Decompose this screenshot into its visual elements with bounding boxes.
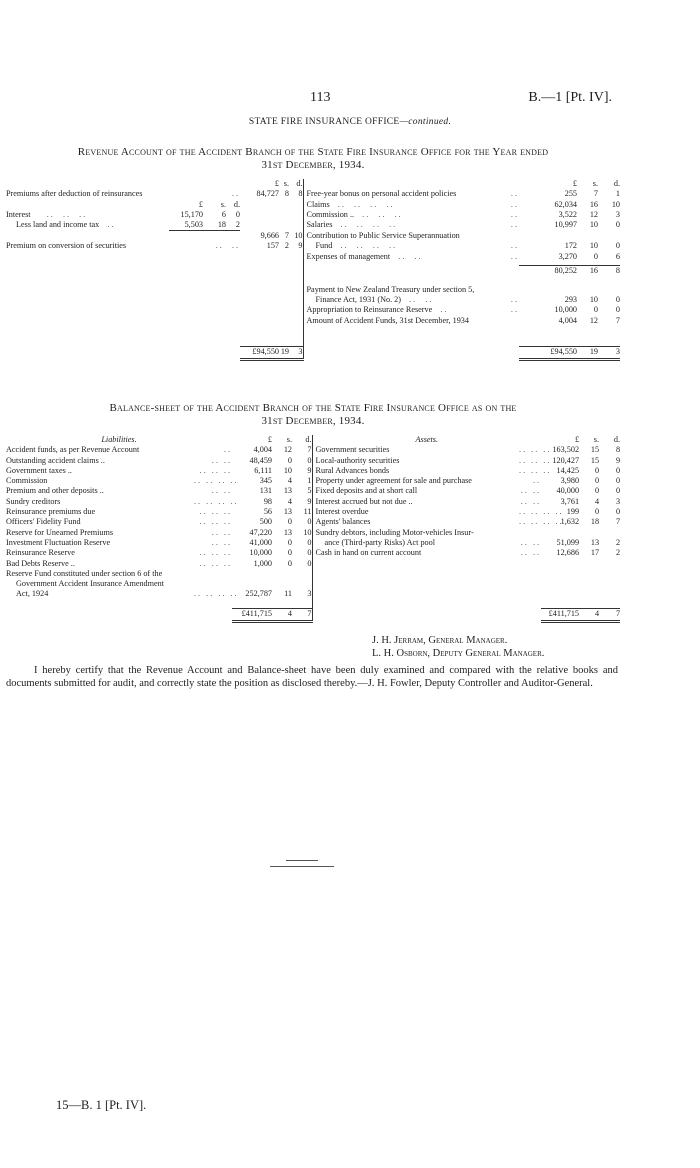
payment-label-line1: Payment to New Zealand Treasury under section 5, xyxy=(303,285,519,295)
balance-row xyxy=(6,445,620,455)
expenses-label-text: Expenses of management xyxy=(306,251,391,261)
asset-shillings: 18 xyxy=(590,517,600,527)
sundry-shillings: 13 xyxy=(590,537,600,547)
dots-leader: .. .. .. xyxy=(519,455,552,465)
asset-pounds: 40,000 xyxy=(556,486,580,496)
revenue-left-total-shillings: 19 xyxy=(279,347,289,359)
balance-row xyxy=(6,528,620,538)
claims-pence: 10 xyxy=(611,199,620,209)
parliamentary-reference: B.—1 [Pt. IV]. xyxy=(528,90,612,105)
balance-heading-row xyxy=(6,435,620,445)
dots-leader: .. xyxy=(510,220,519,230)
asset-label: Local-authority securities xyxy=(312,456,519,466)
asset-pence: 3 xyxy=(615,496,621,506)
liability-pounds: 47,220 xyxy=(249,527,273,537)
contribution-label-line1: Contribution to Public Service Superannuation xyxy=(303,231,519,241)
claims-pounds: 62,034 xyxy=(554,199,577,209)
tax-shillings: 18 xyxy=(217,220,226,230)
dots-leader: .. .. .. .. xyxy=(194,589,239,599)
liability-label: Accident funds, as per Revenue Account xyxy=(6,445,140,455)
conversion-label: Premium on conversion of securities xyxy=(6,241,127,251)
dots-leader: .. xyxy=(223,445,233,455)
dots-leader: .. xyxy=(432,305,449,315)
liability-label: Commission xyxy=(6,476,48,486)
revenue-row xyxy=(6,326,620,347)
revenue-row xyxy=(6,210,620,220)
liability-pounds: 131 xyxy=(259,486,273,496)
liability-pence: 0 xyxy=(307,548,312,558)
balance-title xyxy=(6,402,620,428)
premiums-pounds: 84,727 xyxy=(256,189,279,199)
asset-shillings: 0 xyxy=(594,507,600,517)
liability-shillings: 12 xyxy=(283,445,293,455)
revenue-total-row xyxy=(6,347,620,359)
reserve-fund-label-line3: Act, 1924 xyxy=(16,589,49,599)
liability-pounds: 10,000 xyxy=(249,548,273,558)
interest-pence-header: d. xyxy=(233,199,240,209)
tax-pounds: 5,503 xyxy=(184,220,203,230)
dots-leader: .. xyxy=(510,305,519,315)
sundry-pence: 2 xyxy=(615,537,621,547)
subtotal-pounds: 80,252 xyxy=(519,266,577,277)
dots-leader: .. .. .. xyxy=(30,209,88,219)
balance-total-row xyxy=(6,609,620,621)
asset-label: Rural Advances bonds xyxy=(312,466,519,476)
liability-shillings: 0 xyxy=(287,517,293,527)
reserve-fund-pounds: 252,787 xyxy=(245,589,273,599)
dots-leader: .. xyxy=(532,476,542,486)
liabilities-heading: Liabilities. xyxy=(101,435,137,444)
liabilities-total-pounds: £411,715 xyxy=(232,609,272,621)
sundry-pounds: 51,099 xyxy=(556,537,580,547)
dots-leader: .. .. xyxy=(520,486,542,496)
appropriation-label-text: Appropriation to Reinsurance Reserve xyxy=(306,305,433,315)
dots-leader: .. .. .. .. xyxy=(519,507,564,517)
cash-pence: 2 xyxy=(615,548,621,558)
liability-pounds: 500 xyxy=(259,517,273,527)
bs-right-pence-header: d. xyxy=(613,435,621,444)
dots-leader: .. .. xyxy=(520,537,542,547)
liability-shillings: 10 xyxy=(283,465,293,475)
commission-pounds: 3,522 xyxy=(558,209,577,219)
free-year-pence: 1 xyxy=(615,189,620,199)
page-number: 113 xyxy=(310,90,331,105)
free-year-shillings: 7 xyxy=(593,189,598,199)
balance-row xyxy=(6,559,620,569)
asset-pounds: 163,502 xyxy=(552,445,580,455)
liability-label: Reinsurance premiums due xyxy=(6,507,96,517)
claims-shillings: 16 xyxy=(589,199,598,209)
asset-pence: 7 xyxy=(615,517,621,527)
rev-right-pound-header: £ xyxy=(572,179,577,188)
balance-row xyxy=(6,486,620,496)
liability-shillings: 13 xyxy=(283,507,293,517)
interest-label xyxy=(6,210,169,220)
net-interest-pence: 10 xyxy=(294,230,303,240)
bs-right-pound-header: £ xyxy=(574,435,580,444)
page-footer: 15—B. 1 [Pt. IV]. xyxy=(56,1098,147,1112)
asset-pounds: 3,761 xyxy=(560,496,580,506)
asset-pounds: 3,980 xyxy=(560,476,580,486)
dots-leader: .. .. .. xyxy=(199,548,233,558)
balance-row xyxy=(6,600,620,609)
commission-label-text: Commission .. xyxy=(306,209,355,219)
bs-left-pence-header: d. xyxy=(305,435,312,444)
liability-shillings: 0 xyxy=(287,558,293,568)
liability-pounds: 345 xyxy=(259,476,273,486)
revenue-row xyxy=(6,285,620,295)
liability-pounds: 4,004 xyxy=(253,445,273,455)
payment-pence: 0 xyxy=(615,294,620,304)
assets-total-pounds: £411,715 xyxy=(541,609,579,621)
contribution-pounds: 172 xyxy=(564,241,577,251)
premiums-label: Premiums after deduction of reinsurances xyxy=(6,189,143,199)
dots-leader: .. .. xyxy=(211,527,233,537)
revenue-row xyxy=(6,241,620,251)
dots-leader: .. .. .. xyxy=(519,445,552,455)
appropriation-pounds: 10,000 xyxy=(554,305,577,315)
dots-leader: .. .. .. .. xyxy=(332,241,398,251)
dots-leader: .. .. .. .. xyxy=(332,220,398,230)
balance-row xyxy=(6,466,620,476)
dots-leader: .. xyxy=(510,209,519,219)
conversion-shillings: 2 xyxy=(284,241,289,251)
balance-row xyxy=(6,548,620,558)
payment-shillings: 10 xyxy=(589,294,598,304)
balance-row xyxy=(6,476,620,486)
subtotal-shillings: 16 xyxy=(577,266,598,277)
revenue-row xyxy=(6,316,620,326)
liability-pounds: 56 xyxy=(263,507,273,517)
claims-label-text: Claims xyxy=(306,199,330,209)
liability-pence: 0 xyxy=(307,537,312,547)
free-year-label: Free-year bonus on personal accident policies xyxy=(303,189,498,199)
revenue-title-line1: Revenue Account of the Accident Branch of the State Fire Insurance Office for the Year ended xyxy=(77,146,549,158)
expenses-pounds: 3,270 xyxy=(558,251,577,261)
cash-label: Cash in hand on current account xyxy=(312,548,519,558)
liability-label: Sundry creditors xyxy=(6,496,61,506)
interest-pence: 0 xyxy=(235,209,240,219)
liability-label: Premium and other deposits .. xyxy=(6,486,104,496)
salaries-shillings: 10 xyxy=(589,220,598,230)
dots-leader: .. xyxy=(510,189,519,199)
funds-pence: 7 xyxy=(615,315,620,325)
salaries-label xyxy=(303,220,498,231)
running-title-text: STATE FIRE INSURANCE OFFICE xyxy=(248,117,400,127)
balance-row xyxy=(6,497,620,507)
liability-shillings: 0 xyxy=(287,548,293,558)
contribution-pence: 0 xyxy=(615,241,620,251)
funds-shillings: 12 xyxy=(589,315,598,325)
premiums-pence: 8 xyxy=(298,189,303,199)
asset-shillings: 0 xyxy=(594,465,600,475)
liability-pounds: 6,111 xyxy=(254,465,273,475)
payment-pounds: 293 xyxy=(564,294,577,304)
balance-row xyxy=(6,538,620,548)
payment-label-line2 xyxy=(303,295,498,305)
commission-label xyxy=(303,210,498,220)
revenue-row xyxy=(6,220,620,231)
liability-label: Bad Debts Reserve .. xyxy=(6,558,75,568)
liability-shillings: 13 xyxy=(283,527,293,537)
liabilities-total-pence: 7 xyxy=(292,609,312,621)
asset-pence: 9 xyxy=(615,455,621,465)
asset-pence: 0 xyxy=(615,465,621,475)
liability-label: Reinsurance Reserve xyxy=(6,548,75,558)
expenses-label xyxy=(303,252,498,262)
asset-shillings: 0 xyxy=(594,476,600,486)
section-divider-short xyxy=(286,860,318,861)
liability-label: Outstanding accident claims .. xyxy=(6,455,105,465)
asset-label: Government securities xyxy=(312,445,519,455)
dots-leader: .. .. xyxy=(211,455,233,465)
cash-shillings: 17 xyxy=(590,548,600,558)
dots-leader: .. .. .. .. xyxy=(194,496,239,506)
sundry-label-line1: Sundry debtors, including Motor-vehicles Insur- xyxy=(312,528,541,538)
section-divider-long xyxy=(270,866,334,867)
revenue-row xyxy=(6,295,620,305)
expenses-shillings: 0 xyxy=(593,251,598,261)
asset-label: Interest accrued but not due .. xyxy=(312,497,519,507)
liability-pence: 0 xyxy=(307,517,312,527)
dots-leader: .. xyxy=(99,220,116,230)
liability-pence: 9 xyxy=(307,496,312,506)
asset-shillings: 15 xyxy=(590,455,600,465)
revenue-left-total-pence: 3 xyxy=(289,347,303,359)
liability-pence: 0 xyxy=(307,558,312,568)
dots-leader: .. .. .. xyxy=(199,465,233,475)
liability-pence: 1 xyxy=(307,476,312,486)
dots-leader: .. .. .. .. xyxy=(519,517,564,527)
dots-leader: .. .. .. .. xyxy=(329,199,395,209)
liability-pence: 5 xyxy=(307,486,312,496)
liability-shillings: 4 xyxy=(287,496,293,506)
dots-leader: .. .. xyxy=(215,241,240,251)
liability-label: Officers' Fidelity Fund xyxy=(6,517,81,527)
dots-leader: .. .. xyxy=(401,294,434,304)
assets-heading: Assets. xyxy=(312,435,541,445)
asset-pounds: 199 xyxy=(566,507,580,517)
balance-sheet-table xyxy=(6,435,620,623)
dots-leader: .. .. .. .. xyxy=(194,476,239,486)
dots-leader: .. .. .. xyxy=(199,507,233,517)
revenue-row xyxy=(6,252,620,262)
liabilities-total-shillings: 4 xyxy=(272,609,292,621)
asset-label: Property under agreement for sale and purchase xyxy=(312,476,519,486)
rev-left-shilling-header: s. xyxy=(283,179,289,188)
revenue-right-total-shillings: 19 xyxy=(577,347,598,359)
liability-pounds: 48,459 xyxy=(249,455,273,465)
dots-leader: .. .. xyxy=(520,548,542,558)
asset-pence: 8 xyxy=(615,445,621,455)
liability-pence: 9 xyxy=(307,465,312,475)
revenue-row xyxy=(6,266,620,277)
liability-pounds: 98 xyxy=(263,496,273,506)
asset-pounds: 1,632 xyxy=(560,517,580,527)
revenue-row xyxy=(6,200,620,210)
liability-pence: 10 xyxy=(303,527,312,537)
asset-shillings: 15 xyxy=(590,445,600,455)
dots-leader: .. .. xyxy=(211,537,233,547)
interest-shilling-header: s. xyxy=(220,199,226,209)
dots-leader: .. .. .. xyxy=(199,558,233,568)
reserve-fund-shillings: 11 xyxy=(284,589,293,599)
appropriation-shillings: 0 xyxy=(593,305,598,315)
reserve-fund-label-line2: Government Accident Insurance Amendment xyxy=(16,579,165,589)
revenue-row xyxy=(6,231,620,241)
balance-row xyxy=(6,589,620,599)
balance-row xyxy=(6,579,620,589)
asset-shillings: 0 xyxy=(594,486,600,496)
revenue-title-line2: 31st December, 1934. xyxy=(261,159,365,171)
dots-leader: .. xyxy=(510,199,519,209)
revenue-right-total-pounds: £94,550 xyxy=(519,347,577,359)
contribution-label-line2 xyxy=(303,241,498,251)
liability-shillings: 13 xyxy=(283,486,293,496)
asset-shillings: 4 xyxy=(594,496,600,506)
dots-leader: .. xyxy=(231,189,240,199)
reserve-fund-pence: 3 xyxy=(307,589,312,599)
liability-pounds: 41,000 xyxy=(249,537,273,547)
sundry-label-line2: ance (Third-party Risks) Act pool xyxy=(312,538,519,548)
assets-total-pence: 7 xyxy=(599,609,620,621)
rev-right-pence-header: d. xyxy=(613,179,620,188)
balance-row xyxy=(6,507,620,517)
dots-leader: .. .. .. xyxy=(519,465,552,475)
dots-leader: .. .. xyxy=(390,251,423,261)
bs-left-pound-header: £ xyxy=(267,435,273,444)
asset-pounds: 14,425 xyxy=(556,465,580,475)
premiums-shillings: 8 xyxy=(284,189,289,199)
balance-row xyxy=(6,456,620,466)
liability-shillings: 4 xyxy=(287,476,293,486)
balance-title-line2: 31st December, 1934. xyxy=(261,415,365,427)
assets-total-shillings: 4 xyxy=(579,609,599,621)
appropriation-pence: 0 xyxy=(615,305,620,315)
liability-shillings: 0 xyxy=(287,455,293,465)
appropriation-label xyxy=(303,305,498,315)
commission-pence: 3 xyxy=(615,209,620,219)
net-interest-shillings: 7 xyxy=(284,230,289,240)
balance-row xyxy=(6,517,620,527)
dots-leader: .. xyxy=(510,241,519,251)
revenue-row xyxy=(6,277,620,285)
asset-pence: 0 xyxy=(615,486,621,496)
liability-pounds: 1,000 xyxy=(253,558,273,568)
expenses-pence: 6 xyxy=(615,251,620,261)
dots-leader: .. .. xyxy=(211,486,233,496)
interest-label-text: Interest xyxy=(6,209,31,219)
tax-pence: 2 xyxy=(235,220,240,230)
liability-pence: 11 xyxy=(303,507,312,517)
revenue-currency-row xyxy=(6,179,620,189)
signature-deputy-general-manager: L. H. Osborn, Deputy General Manager. xyxy=(372,648,545,659)
subtotal-pence: 8 xyxy=(598,266,620,277)
payment-label-text: Finance Act, 1931 (No. 2) xyxy=(315,294,401,304)
contribution-label-text: Fund xyxy=(315,241,333,251)
balance-row xyxy=(6,569,620,579)
revenue-row xyxy=(6,189,620,199)
salaries-pounds: 10,997 xyxy=(554,220,577,230)
rev-right-shilling-header: s. xyxy=(592,179,598,188)
revenue-row xyxy=(6,305,620,315)
asset-label: Agents' balances xyxy=(312,517,519,527)
salaries-label-text: Salaries xyxy=(306,220,333,230)
revenue-left-total-pounds: £94,550 xyxy=(240,347,279,359)
rev-left-pence-header: d. xyxy=(296,179,303,188)
liability-label: Government taxes .. xyxy=(6,465,72,475)
funds-pounds: 4,004 xyxy=(558,315,577,325)
interest-shillings: 6 xyxy=(221,209,226,219)
salaries-pence: 0 xyxy=(615,220,620,230)
balance-title-line1: Balance-sheet of the Accident Branch of the State Fire Insurance Office as on the xyxy=(109,402,517,414)
interest-pounds: 15,170 xyxy=(180,209,203,219)
liability-pence: 7 xyxy=(307,445,312,455)
revenue-title xyxy=(6,146,620,172)
tax-label-text: Less land and income tax xyxy=(16,220,100,230)
signature-general-manager: J. H. Jerram, General Manager. xyxy=(372,635,508,646)
reserve-fund-label-line1: Reserve Fund constituted under section 6 of the xyxy=(6,568,163,578)
funds-label: Amount of Accident Funds, 31st December, 1934 xyxy=(303,316,519,326)
interest-pound-header: £ xyxy=(198,199,203,209)
tax-label xyxy=(6,220,169,231)
dots-leader: .. .. .. xyxy=(199,517,233,527)
dots-leader: .. xyxy=(510,251,519,261)
conversion-pounds: 157 xyxy=(266,241,279,251)
claims-label xyxy=(303,200,498,210)
running-title xyxy=(0,117,700,127)
liability-label: Reserve for Unearned Premiums xyxy=(6,527,114,537)
cash-pounds: 12,686 xyxy=(556,548,580,558)
revenue-right-total-pence: 3 xyxy=(598,347,620,359)
liability-label: Investment Fluctuation Reserve xyxy=(6,537,111,547)
commission-shillings: 12 xyxy=(589,209,598,219)
asset-pence: 0 xyxy=(615,476,621,486)
contribution-shillings: 10 xyxy=(589,241,598,251)
signatures xyxy=(372,634,544,660)
asset-label: Fixed deposits and at short call xyxy=(312,486,519,496)
bs-left-shilling-header: s. xyxy=(286,435,293,444)
revenue-account-table xyxy=(6,179,620,361)
net-interest-pounds: 9,666 xyxy=(260,230,279,240)
free-year-pounds: 255 xyxy=(564,189,577,199)
liability-shillings: 0 xyxy=(287,537,293,547)
liability-pence: 0 xyxy=(307,455,312,465)
audit-certification: I hereby certify that the Revenue Account and Balance-sheet have been duly examined and compared with the relative books and documents submitted for audit, and correctly state the position as disclosed thereby.—J. H. Fowler, Deputy Controller and Auditor-General. xyxy=(6,665,618,689)
dots-leader: .. .. xyxy=(520,496,542,506)
asset-label: Interest overdue xyxy=(312,507,519,517)
rev-left-pound-header: £ xyxy=(274,179,279,188)
dots-leader: .. xyxy=(510,294,519,304)
asset-pence: 0 xyxy=(615,507,621,517)
conversion-pence: 9 xyxy=(298,241,303,251)
running-title-suffix: —continued. xyxy=(399,117,452,127)
bs-right-shilling-header: s. xyxy=(593,435,600,444)
asset-pounds: 120,427 xyxy=(552,455,580,465)
dots-leader: .. .. .. xyxy=(354,209,403,219)
